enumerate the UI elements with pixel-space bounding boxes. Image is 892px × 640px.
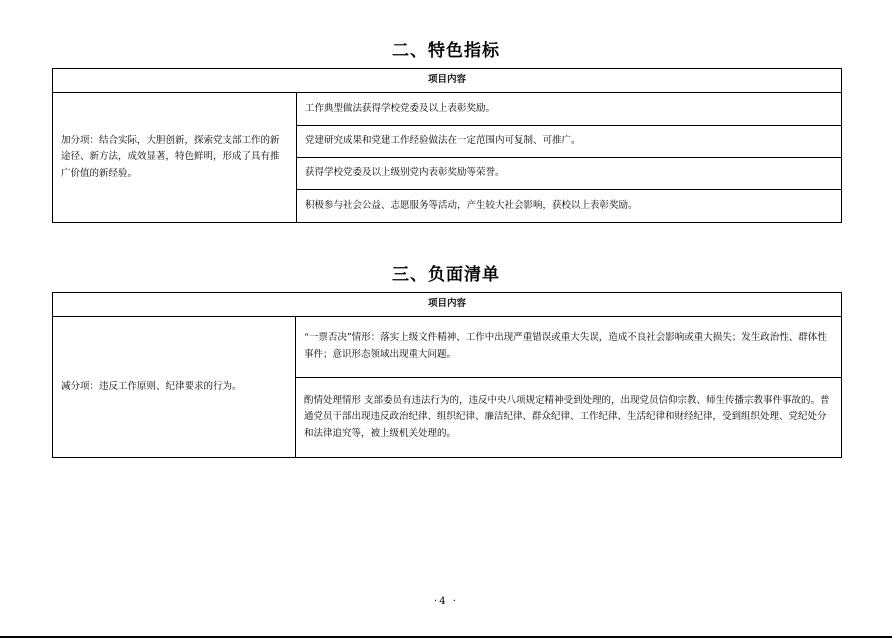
- table-header: 项目内容: [53, 293, 842, 317]
- section-title-negative-list: 三、负面清单: [392, 265, 500, 285]
- deduction-criteria-cell: 减分项：违反工作原则、纪律要求的行为。: [53, 317, 296, 458]
- bonus-criteria-cell: 加分项：结合实际，大胆创新，探索党支部工作的新途径、新方法，成效显著，特色鲜明，形成了具有推广价值的新经验。: [53, 93, 297, 223]
- bonus-item: 获得学校党委及以上级别党内表彰奖励等荣誉。: [297, 158, 842, 190]
- bonus-item: 工作典型做法获得学校党委及以上表彰奖励。: [297, 93, 842, 126]
- deduction-item: 酌情处理情形 支部委员有违法行为的，违反中央八项规定精神受到处理的，出现党员信仰宗教、师生传播宗教事件事故的。普通党员干部出现违反政治纪律、组织纪律、廉洁纪律、群众纪律、工作纪律、生活纪律和财经纪律，受到组织处理、党纪处分和法律追究等，被上级机关处理的。: [296, 378, 842, 458]
- features-table: [52, 68, 842, 223]
- page-number: ·4 ·: [434, 596, 458, 607]
- bonus-item: 积极参与社会公益、志愿服务等活动，产生较大社会影响，获校以上表彰奖励。: [297, 190, 842, 223]
- deduction-item: “一票否决”情形：落实上级文件精神、工作中出现严重错误或重大失误，造成不良社会影响或重大损失；发生政治性、群体性事件；意识形态领域出现重大问题。: [296, 317, 842, 378]
- table-header: 项目内容: [53, 69, 842, 93]
- section-title-features: 二、特色指标: [392, 41, 500, 61]
- bottom-divider: [0, 636, 892, 638]
- negative-list-table: [52, 292, 842, 458]
- bonus-item: 党建研究成果和党建工作经验做法在一定范围内可复制、可推广。: [297, 126, 842, 158]
